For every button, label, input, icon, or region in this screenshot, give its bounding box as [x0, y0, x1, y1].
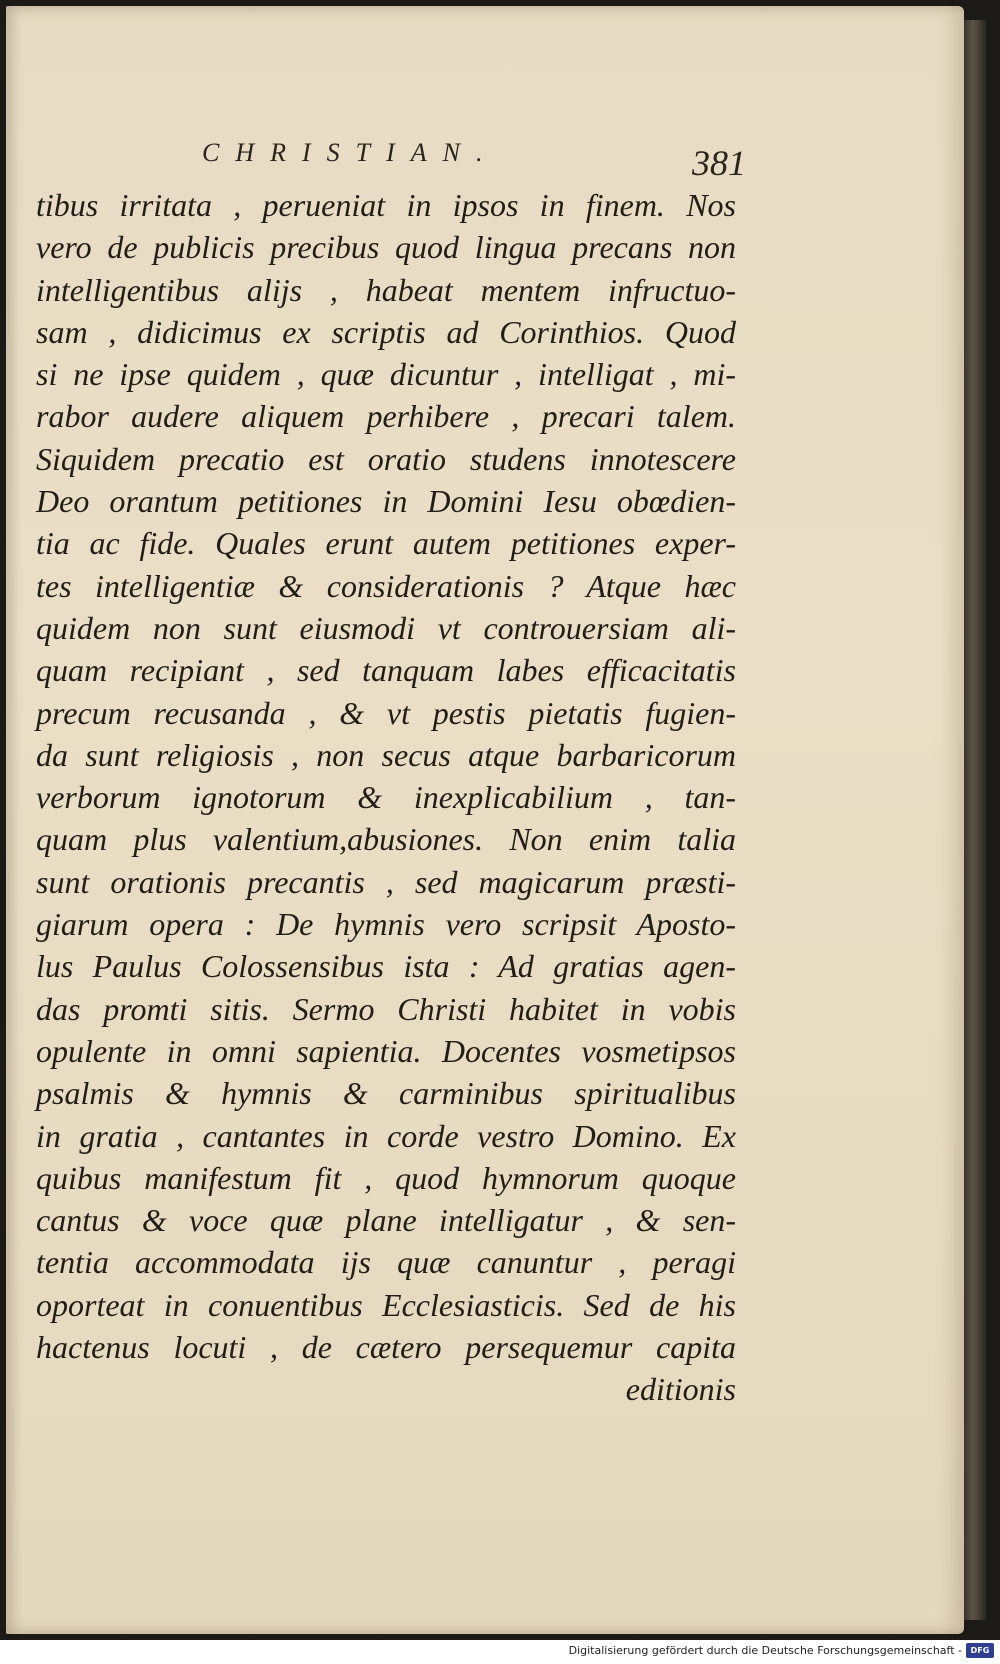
running-head: CHRISTIAN. [202, 138, 499, 167]
text-line: hactenus locuti , de cætero persequemur capita [36, 1329, 736, 1366]
dfg-logo: DFG [966, 1643, 994, 1658]
text-line: da sunt religiosis , non secus atque barbaricorum [36, 736, 736, 773]
text-line: das promti sitis. Sermo Christi habitet in vobis [36, 990, 736, 1027]
text-line: giarum opera : De hymnis vero scripsit Aposto- [36, 906, 736, 943]
text-line: tes intelligentiæ & considerationis ? Atque hæc [36, 567, 736, 604]
text-line: quibus manifestum fit , quod hymnorum quoque [36, 1159, 736, 1196]
text-line: sunt orationis precantis , sed magicarum præsti- [36, 863, 736, 900]
text-line: rabor audere aliquem perhibere , precari talem. [36, 398, 736, 435]
text-line: precum recusanda , & vt pestis pietatis fugien- [36, 694, 736, 731]
text-line: tibus irritata , perueniat in ipsos in finem. Nos [36, 187, 736, 223]
text-line: oporteat in conuentibus Ecclesiasticis. Sed de his [36, 1286, 736, 1323]
text-line: si ne ipse quidem , quæ dicuntur , intelligat , mi- [36, 356, 736, 393]
text-line: tentia accommodata ijs quæ canuntur , peragi [36, 1244, 736, 1281]
text-line: Deo orantum petitiones in Domini Iesu obœdien- [36, 483, 736, 520]
text-line: verborum ignotorum & inexplicabilium , tan- [36, 779, 736, 816]
text-line: opulente in omni sapientia. Docentes vosmetipsos [36, 1032, 736, 1069]
text-line: intelligentibus alijs , habeat mentem infructuo- [36, 271, 736, 308]
catchword: editionis [625, 1371, 736, 1408]
text-line: quam recipiant , sed tanquam labes efficacitatis [36, 652, 736, 689]
body-text [36, 184, 736, 1411]
book-edge [964, 20, 986, 1620]
text-line: quidem non sunt eiusmodi vt controuersiam ali- [36, 609, 736, 646]
text-line: lus Paulus Colossensibus ista : Ad gratias agen- [36, 948, 736, 985]
text-line: tia ac fide. Quales erunt autem petitiones exper- [36, 525, 736, 562]
text-line: Siquidem precatio est oratio studens innotescere [36, 440, 736, 477]
text-line: vero de publicis precibus quod lingua precans non [36, 229, 736, 266]
text-line: quam plus valentium,abusiones. Non enim talia [36, 821, 736, 858]
book-page [6, 6, 964, 1634]
text-line: sam , didicimus ex scriptis ad Corinthios. Quod [36, 313, 736, 350]
page-number: 381 [692, 143, 746, 183]
footer-bar [0, 1640, 1000, 1664]
text-line: cantus & voce quæ plane intelligatur , & sen- [36, 1202, 736, 1239]
text-line: in gratia , cantantes in corde vestro Domino. Ex [36, 1117, 736, 1154]
text-line: psalmis & hymnis & carminibus spiritualibus [36, 1075, 736, 1112]
funding-credit: Digitalisierung gefördert durch die Deutsche Forschungsgemeinschaft - [568, 1644, 962, 1657]
